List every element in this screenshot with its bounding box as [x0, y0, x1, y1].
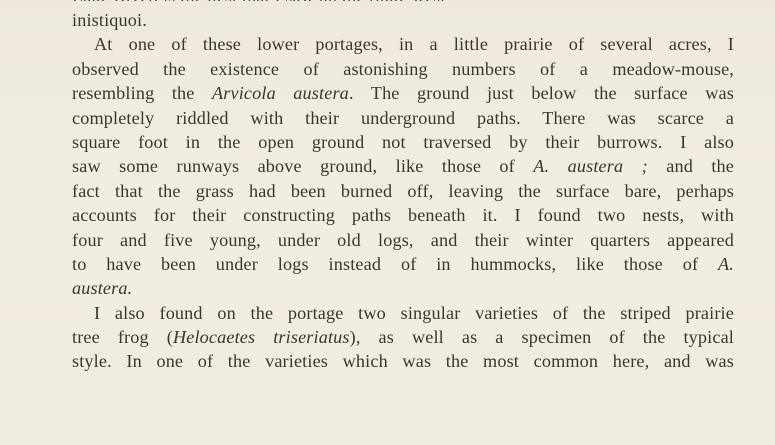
- text-span: resembling the: [72, 83, 212, 104]
- text-span: fact that the grass had been burned off, leaving the surface bare, perhaps: [72, 180, 734, 201]
- text-line: [72, 325, 734, 349]
- text-span: tree frog (: [72, 327, 173, 348]
- cutoff-line: [72, 0, 772, 1]
- text-span: square foot in the open ground not traversed by their burrows. I also: [72, 131, 734, 152]
- text-span: At one of these lower portages, in a little prairie of several acres, I: [94, 34, 734, 55]
- italic-species-name: austera.: [72, 278, 133, 299]
- text-line: [72, 276, 734, 300]
- text-line: [72, 179, 734, 203]
- text-line: [72, 252, 734, 276]
- text-span: to have been under logs instead of in hummocks, like those of: [72, 253, 719, 274]
- text-line: [72, 228, 734, 252]
- text-span: . The ground just below the surface was: [348, 83, 734, 104]
- text-span: style. In one of the varieties which was the most common here, and was: [72, 351, 734, 372]
- text-line: [72, 349, 734, 373]
- italic-species-name: A.: [718, 253, 734, 274]
- italic-species-name: A. austera ;: [533, 156, 648, 177]
- text-line: [72, 106, 734, 130]
- text-line: [72, 203, 734, 227]
- text-span: accounts for their constructing paths beneath it. I found two nests, with: [72, 205, 734, 226]
- text-span: four and five young, under old logs, and their winter quarters appeared: [72, 229, 734, 250]
- paragraph-first-line: [72, 301, 734, 325]
- body-text: [72, 8, 734, 374]
- text-span: I also found on the portage two singular varieties of the striped prairie: [94, 302, 734, 323]
- text-line: [72, 8, 734, 32]
- text-span: completely riddled with their underground paths. There was scarce a: [72, 107, 734, 128]
- text-span: observed the existence of astonishing numbers of a meadow-mouse,: [72, 58, 734, 79]
- text-line: [72, 130, 734, 154]
- italic-species-name: Helocaetes triseriatus: [172, 327, 350, 348]
- text-line: [72, 154, 734, 178]
- text-span: ), as well as a specimen of the typical: [349, 327, 734, 348]
- cutoff-text: [72, 0, 446, 1]
- text-line: [72, 81, 734, 105]
- text-line: [72, 57, 734, 81]
- text-span: saw some runways above ground, like those of: [72, 156, 534, 177]
- italic-species-name: Arvicola austera: [211, 83, 349, 104]
- paragraph-first-line: [72, 32, 734, 56]
- text-span: inistiquoi.: [72, 10, 147, 30]
- text-span: and the: [647, 156, 734, 177]
